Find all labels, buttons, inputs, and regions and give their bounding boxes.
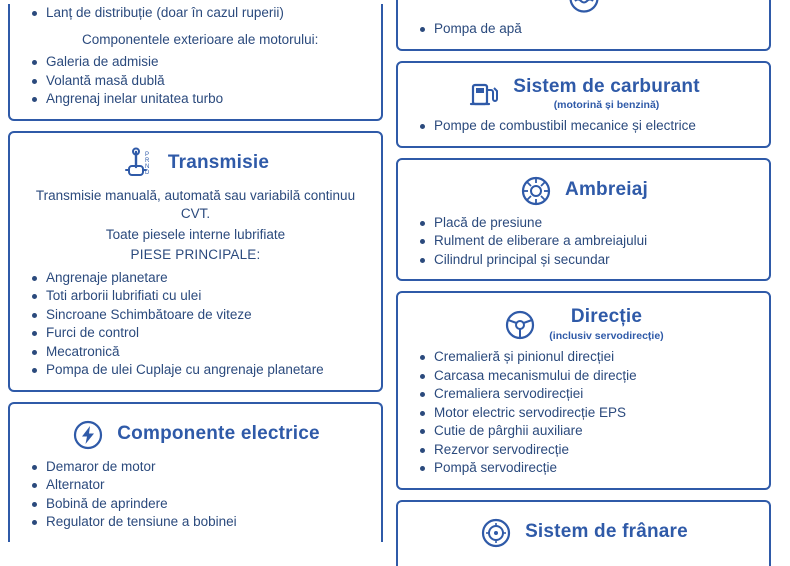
motor-top-list xyxy=(22,4,369,23)
card-title: Ambreiaj xyxy=(565,179,648,201)
card-transmission xyxy=(8,131,383,392)
transmission-notes xyxy=(22,187,369,265)
transmission-note-3: PIESE PRINCIPALE: xyxy=(130,247,261,262)
list-item: Pompa de apă xyxy=(416,20,757,39)
clutch-header xyxy=(410,174,757,208)
list-item: Galeria de admisie xyxy=(28,53,369,72)
card-clutch xyxy=(396,158,771,282)
clutch-list xyxy=(410,214,757,270)
list-item: Pompe de combustibil mecanice și electrice xyxy=(416,117,757,136)
card-cooling-continued xyxy=(396,0,771,51)
left-column xyxy=(8,0,383,542)
list-item: Regulator de tensiune a bobinei xyxy=(28,513,369,532)
list-item: Cilindrul principal și secundar xyxy=(416,251,757,270)
card-electric-components xyxy=(8,402,383,542)
list-item: Furci de control xyxy=(28,324,369,343)
list-item: Carcasa mecanismului de direcție xyxy=(416,367,757,386)
electric-header xyxy=(22,418,369,452)
list-item: Rulment de eliberare a ambreiajului xyxy=(416,232,757,251)
list-item: Rezervor servodirecție xyxy=(416,441,757,460)
list-item: Mecatronică xyxy=(28,343,369,362)
water-waves-icon xyxy=(567,0,601,14)
steering-header xyxy=(410,307,757,342)
card-motor-continued xyxy=(8,4,383,121)
list-item: Cremaliera servodirecției xyxy=(416,385,757,404)
list-item: Angrenaje planetare xyxy=(28,269,369,288)
cooling-list xyxy=(410,20,757,39)
clutch-disc-icon xyxy=(519,174,553,208)
fuel-pump-icon xyxy=(467,77,501,111)
fuel-header xyxy=(410,77,757,112)
gear-shifter-icon xyxy=(122,147,156,181)
card-steering xyxy=(396,291,771,489)
list-item: Lanț de distribuție (doar în cazul ruperii) xyxy=(28,4,369,23)
cooling-header xyxy=(410,0,757,14)
list-item: Sincroane Schimbătoare de viteze xyxy=(28,306,369,325)
card-subtitle: (motorină și benzină) xyxy=(553,99,660,112)
card-subtitle: (inclusiv servodirecție) xyxy=(549,330,664,343)
card-title: Sistem de carburant xyxy=(513,75,700,97)
card-title: Direcție xyxy=(570,306,643,328)
list-item: Placă de presiune xyxy=(416,214,757,233)
motor-bottom-list xyxy=(22,53,369,109)
list-item: Cremalieră și pinionul direcției xyxy=(416,348,757,367)
steering-wheel-icon xyxy=(503,308,537,342)
fuel-list xyxy=(410,117,757,136)
transmission-note-2: Toate piesele interne lubrifiate xyxy=(105,226,286,242)
card-fuel-system xyxy=(396,61,771,148)
motor-exterior-subheading: Componentele exterioare ale motorului: xyxy=(82,31,319,47)
right-column xyxy=(396,0,771,566)
electric-list xyxy=(22,458,369,532)
card-braking-system xyxy=(396,500,771,566)
svg-text:P: P xyxy=(144,151,149,158)
list-item: Bobină de aprindere xyxy=(28,495,369,514)
steering-list xyxy=(410,348,757,478)
list-item: Demaror de motor xyxy=(28,458,369,477)
list-item: Toti arborii lubrifiati cu ulei xyxy=(28,287,369,306)
svg-text:D: D xyxy=(144,169,150,176)
card-title: Transmisie xyxy=(167,152,270,174)
svg-text:N: N xyxy=(144,163,150,170)
svg-text:R: R xyxy=(144,157,150,164)
braking-header xyxy=(410,516,757,550)
list-item: Pompa de ulei Cuplaje cu angrenaje planetare xyxy=(28,361,369,380)
transmission-note-1: Transmisie manuală, automată sau variabilă continuu CVT. xyxy=(35,187,356,221)
list-item: Cutie de pârghii auxiliare xyxy=(416,422,757,441)
card-title: Componente electrice xyxy=(117,423,320,445)
card-title: Sistem de frânare xyxy=(525,521,688,543)
list-item: Alternator xyxy=(28,476,369,495)
list-item: Angrenaj inelar unitatea turbo xyxy=(28,90,369,109)
list-item: Volantă masă dublă xyxy=(28,72,369,91)
transmission-header xyxy=(22,147,369,181)
lightning-bolt-icon xyxy=(71,418,105,452)
brake-disc-icon xyxy=(479,516,513,550)
list-item: Pompă servodirecție xyxy=(416,459,757,478)
transmission-list xyxy=(22,269,369,380)
list-item: Motor electric servodirecție EPS xyxy=(416,404,757,423)
